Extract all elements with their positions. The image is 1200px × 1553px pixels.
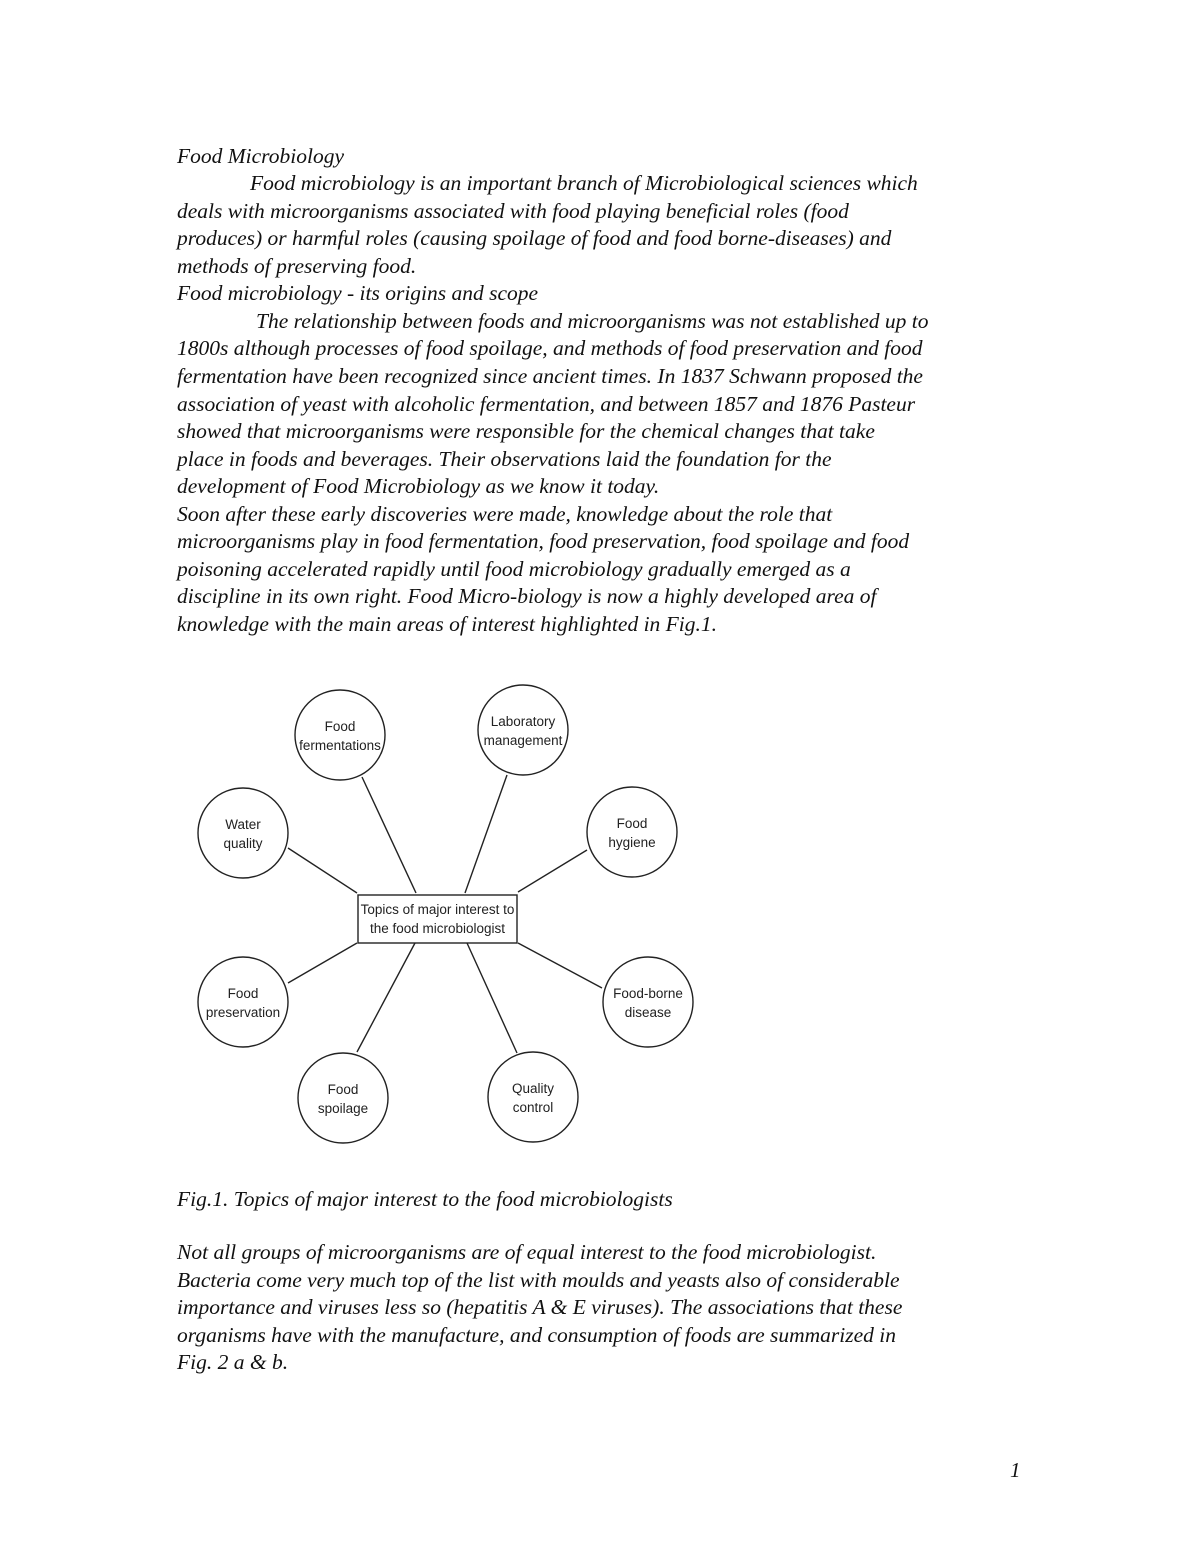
topic-node-label: management [483, 733, 563, 748]
connector-line [357, 943, 415, 1052]
topic-node-label: Quality [511, 1081, 555, 1096]
topic-node-label: Food [327, 1082, 359, 1097]
para2-line: development of Food Microbiology as we know it today. [177, 474, 660, 498]
connector-line [362, 777, 416, 893]
section-subtitle: Food microbiology - its origins and scope [177, 281, 539, 305]
topic-node-label: Food-borne [613, 986, 683, 1001]
topic-node-label: Water [225, 817, 261, 832]
para1-line: produces) or harmful roles (causing spoilage of food and food borne-diseases) and [177, 226, 892, 250]
connector-line [288, 943, 357, 983]
para4-line: organisms have with the manufacture, and consumption of foods are summarized in [177, 1323, 897, 1347]
para3-line: poisoning accelerated rapidly until food microbiology gradually emerged as a [177, 557, 851, 581]
connector-line [467, 943, 517, 1053]
para2-line: fermentation have been recognized since ancient times. In 1837 Schwann proposed the [177, 364, 923, 388]
topic-node-label: disease [624, 1005, 672, 1020]
para3-line: discipline in its own right. Food Micro-biology is now a highly developed area of [177, 584, 877, 608]
para3-line: Soon after these early discoveries were made, knowledge about the role that [177, 502, 833, 526]
topic-node-label: preservation [205, 1005, 281, 1020]
center-label: the food microbiologist [369, 921, 506, 936]
para2-line: showed that microorganisms were responsible for the chemical changes that take [177, 419, 875, 443]
para4-line: Not all groups of microorganisms are of equal interest to the food microbiologist. [177, 1240, 877, 1264]
para1-line: methods of preserving food. [177, 254, 417, 278]
connector-line [288, 848, 357, 893]
connector-line [465, 775, 507, 893]
connector-line [518, 943, 602, 988]
para4-line: Bacteria come very much top of the list with moulds and yeasts also of considerable [177, 1268, 900, 1292]
para2-line: The relationship between foods and microorganisms was not established up to [256, 309, 929, 333]
topic-node-label: hygiene [608, 835, 656, 850]
topic-node-label: Laboratory [490, 714, 556, 729]
topic-node-label: spoilage [317, 1101, 369, 1116]
topic-node-label: Food [616, 816, 648, 831]
topic-node-label: Food [324, 719, 356, 734]
topic-node-label: Food [227, 986, 259, 1001]
topic-node-circle [488, 1052, 578, 1142]
para1-line: Food microbiology is an important branch of Microbiological sciences which [250, 171, 918, 195]
topic-node-circle [198, 788, 288, 878]
para2-line: place in foods and beverages. Their observations laid the foundation for the [177, 447, 832, 471]
topic-node-circle [198, 957, 288, 1047]
topic-node-label: control [512, 1100, 554, 1115]
para4-line: Fig. 2 a & b. [177, 1350, 289, 1374]
topic-node-circle [587, 787, 677, 877]
topic-node-label: quality [223, 836, 263, 851]
figure-caption: Fig.1. Topics of major interest to the food microbiologists [177, 1187, 673, 1211]
topic-node-circle [603, 957, 693, 1047]
para3-line: microorganisms play in food fermentation, food preservation, food spoilage and food [177, 529, 910, 553]
para2-line: association of yeast with alcoholic fermentation, and between 1857 and 1876 Pasteur [177, 392, 916, 416]
page-number: 1 [1010, 1458, 1021, 1482]
topic-node-label: fermentations [299, 738, 381, 753]
para2-line: 1800s although processes of food spoilage, and methods of food preservation and food [177, 336, 923, 360]
para4-line: importance and viruses less so (hepatitis A & E viruses). The associations that these [177, 1295, 903, 1319]
para3-line: knowledge with the main areas of interest highlighted in Fig.1. [177, 612, 718, 636]
topic-node-circle [478, 685, 568, 775]
connector-line [518, 850, 587, 892]
topic-node-circle [298, 1053, 388, 1143]
document-title: Food Microbiology [177, 144, 344, 168]
center-label: Topics of major interest to [360, 902, 515, 917]
topic-node-circle [295, 690, 385, 780]
para1-line: deals with microorganisms associated with food playing beneficial roles (food [177, 199, 849, 223]
